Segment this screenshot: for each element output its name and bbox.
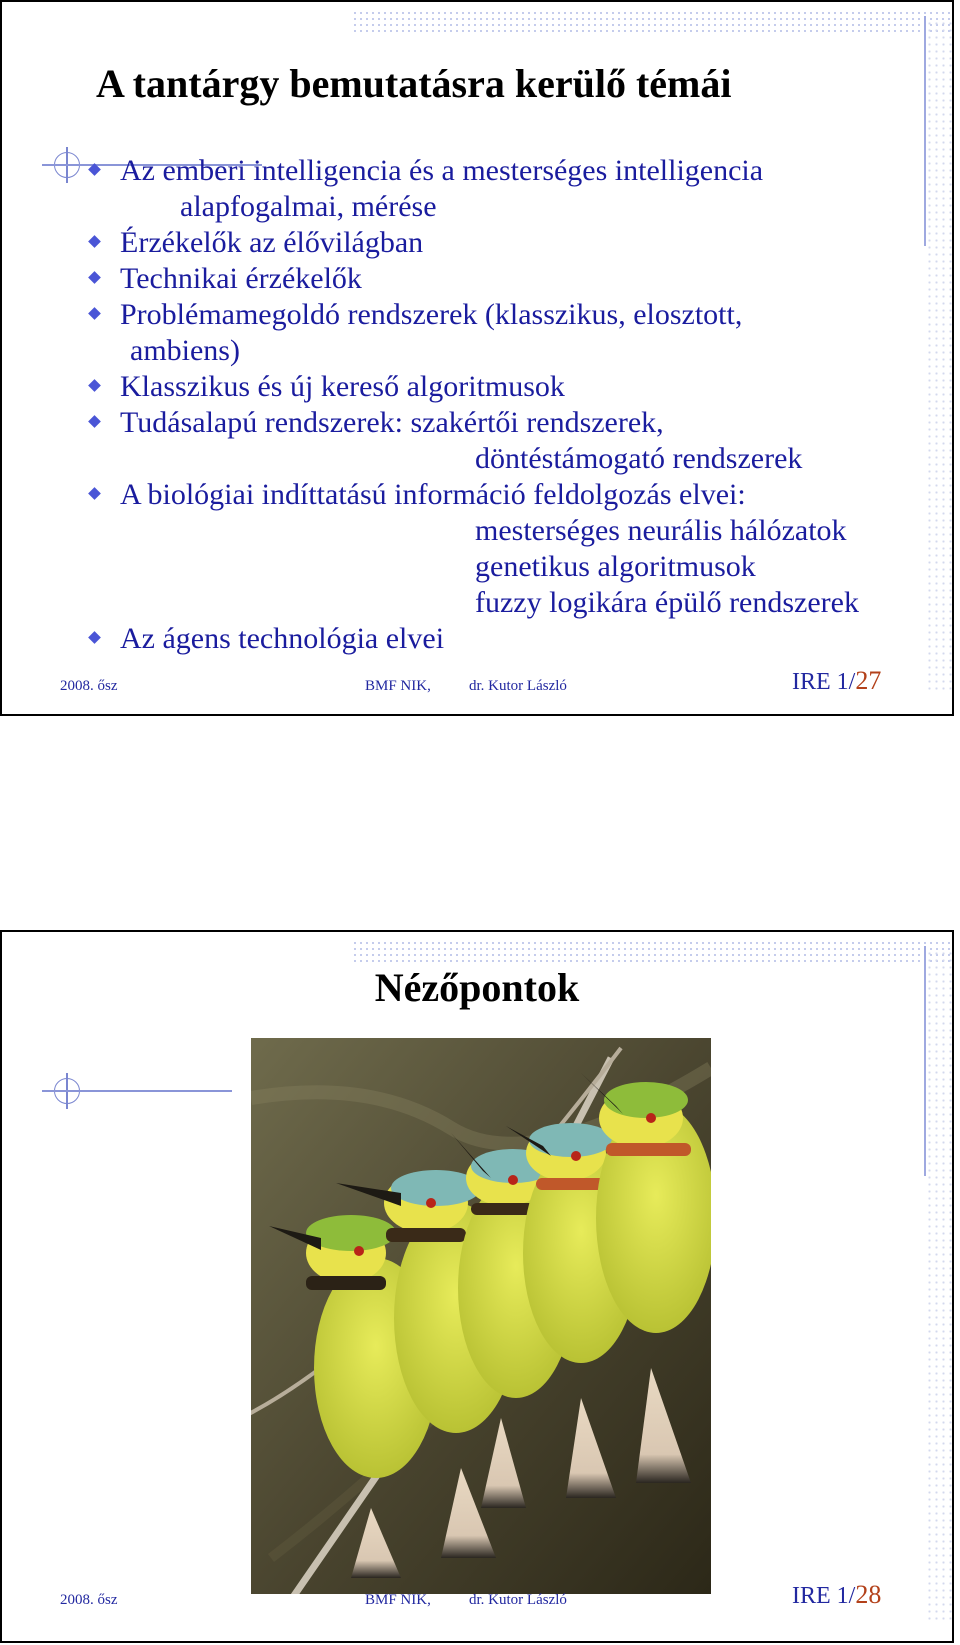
page-number: 27 xyxy=(855,666,882,695)
page-prefix: IRE 1/ xyxy=(792,1583,856,1609)
footer-date: 2008. ősz xyxy=(60,1592,118,1608)
bullet-text-continuation: döntéstámogató rendszerek xyxy=(475,442,803,475)
footer-date: 2008. ősz xyxy=(60,678,118,694)
dot-grid-decoration xyxy=(352,940,952,962)
bullet-diamond-icon xyxy=(88,379,101,392)
footer-author: dr. Kutor László xyxy=(469,678,567,694)
bullet-text: Az emberi intelligencia és a mesterséges intelligencia xyxy=(120,154,764,187)
decorative-line xyxy=(42,1090,232,1092)
footer-author: dr. Kutor László xyxy=(469,1592,567,1608)
dot-grid-decoration xyxy=(926,950,952,1621)
slide-27 xyxy=(0,0,954,716)
bee-eaters-illustration xyxy=(251,1038,711,1594)
bullet-text-continuation: fuzzy logikára épülő rendszerek xyxy=(475,586,859,619)
bullet-text-continuation: ambiens) xyxy=(130,334,240,367)
bullet-diamond-icon xyxy=(88,415,101,428)
bullet-diamond-icon xyxy=(88,307,101,320)
slide-title: A tantárgy bemutatásra kerülő témái xyxy=(96,61,732,106)
slide-title: Nézőpontok xyxy=(374,965,580,1010)
slide-28 xyxy=(0,930,954,1643)
bullet-text: Problémamegoldó rendszerek (klasszikus, elosztott, xyxy=(120,298,743,331)
dot-grid-decoration xyxy=(926,20,952,694)
bullet-diamond-icon xyxy=(88,487,101,500)
bullet-text: Tudásalapú rendszerek: szakértői rendszerek, xyxy=(120,406,664,439)
footer-page-number xyxy=(792,666,881,696)
bullet-text: A biológiai indíttatású információ feldolgozás elvei: xyxy=(120,478,746,511)
page-prefix: IRE 1/ xyxy=(792,669,856,695)
footer-organization: BMF NIK, xyxy=(365,678,431,694)
bullet-diamond-icon xyxy=(88,271,101,284)
bullet-text-continuation: mesterséges neurális hálózatok xyxy=(475,514,847,547)
bullet-text: Technikai érzékelők xyxy=(120,262,362,295)
bullet-text-continuation: alapfogalmai, mérése xyxy=(180,190,437,223)
bullet-text: Érzékelők az élővilágban xyxy=(120,226,424,259)
bullet-diamond-icon xyxy=(88,235,101,248)
bullet-text-continuation: genetikus algoritmusok xyxy=(475,550,756,583)
bullet-text: Klasszikus és új kereső algoritmusok xyxy=(120,370,565,403)
dot-grid-decoration xyxy=(352,10,952,32)
bullet-diamond-icon xyxy=(88,631,101,644)
bee-eaters-photo xyxy=(251,1038,711,1594)
page-number: 28 xyxy=(855,1580,882,1609)
footer-organization: BMF NIK, xyxy=(365,1592,431,1608)
bullet-text: Az ágens technológia elvei xyxy=(120,622,445,655)
footer-page-number xyxy=(792,1580,881,1610)
decorative-line xyxy=(924,16,926,246)
